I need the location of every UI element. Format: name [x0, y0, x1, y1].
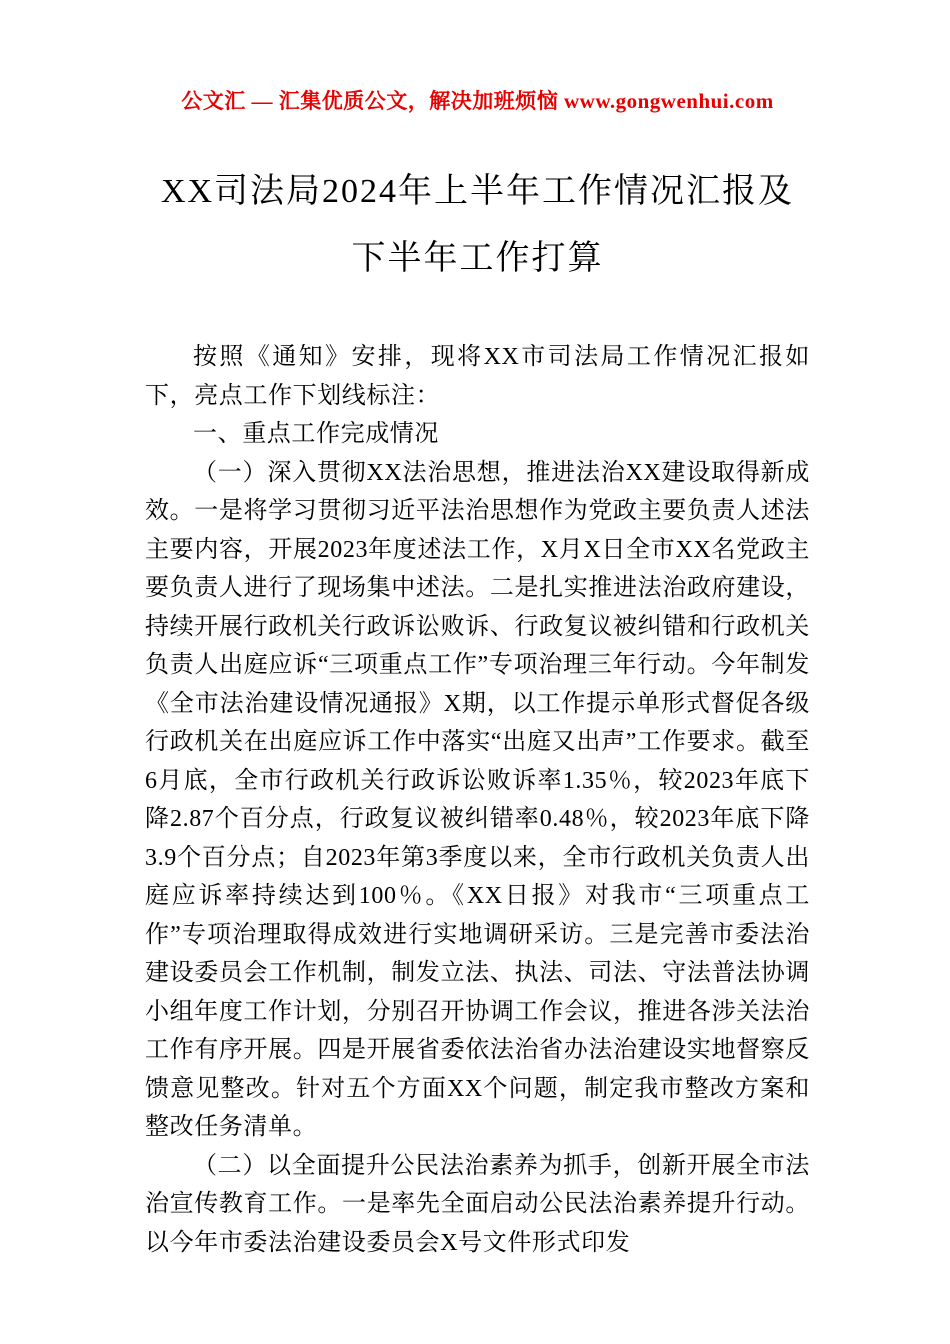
paragraph-subsection-2: （二）以全面提升公民法治素养为抓手，创新开展全市法治宣传教育工作。一是率先全面启动公民法治素养提升行动。以今年市委法治建设委员会X号文件形式印发	[145, 1152, 810, 1256]
promo-banner: 公文汇 — 汇集优质公文，解决加班烦恼 www.gongwenhui.com	[181, 89, 774, 113]
document-body	[145, 338, 810, 1262]
document-title: XX司法局2024年上半年工作情况汇报及下半年工作打算	[160, 173, 795, 277]
paragraph-intro: 按照《通知》安排，现将XX市司法局工作情况汇报如下，亮点工作下划线标注：	[145, 344, 810, 409]
section-heading-1: 一、重点工作完成情况	[193, 421, 439, 447]
paragraph-subsection-1: （一）深入贯彻XX法治思想，推进法治XX建设取得新成效。一是将学习贯彻习近平法治思想作为党政主要负责人述法主要内容，开展2023年度述法工作，X月X日全市XX名党政主要负责人进行了现场集中述法。二是扎实推进法治政府建设，持续开展行政机关行政诉讼败诉、行政复议被纠错和行政机关负责人出庭应诉“三项重点工作”专项治理三年行动。今年制发《全市法治建设情况通报》X期，以工作提示单形式督促各级行政机关在出庭应诉工作中落实“出庭又出声”工作要求。截至6月底，全市行政机关行政诉讼败诉率1.35％，较2023年底下降2.87个百分点，行政复议被纠错率0.48％，较2023年底下降3.9个百分点；自2023年第3季度以来，全市行政机关负责人出庭应诉率持续达到100％。《XX日报》对我市“三项重点工作”专项治理取得成效进行实地调研采访。三是完善市委法治建设委员会工作机制，制发立法、执法、司法、守法普法协调小组年度工作计划，分别召开协调工作会议，推进各涉关法治工作有序开展。四是开展省委依法治省办法治建设实地督察反馈意见整改。针对五个方面XX个问题，制定我市整改方案和整改任务清单。	[145, 459, 810, 1140]
